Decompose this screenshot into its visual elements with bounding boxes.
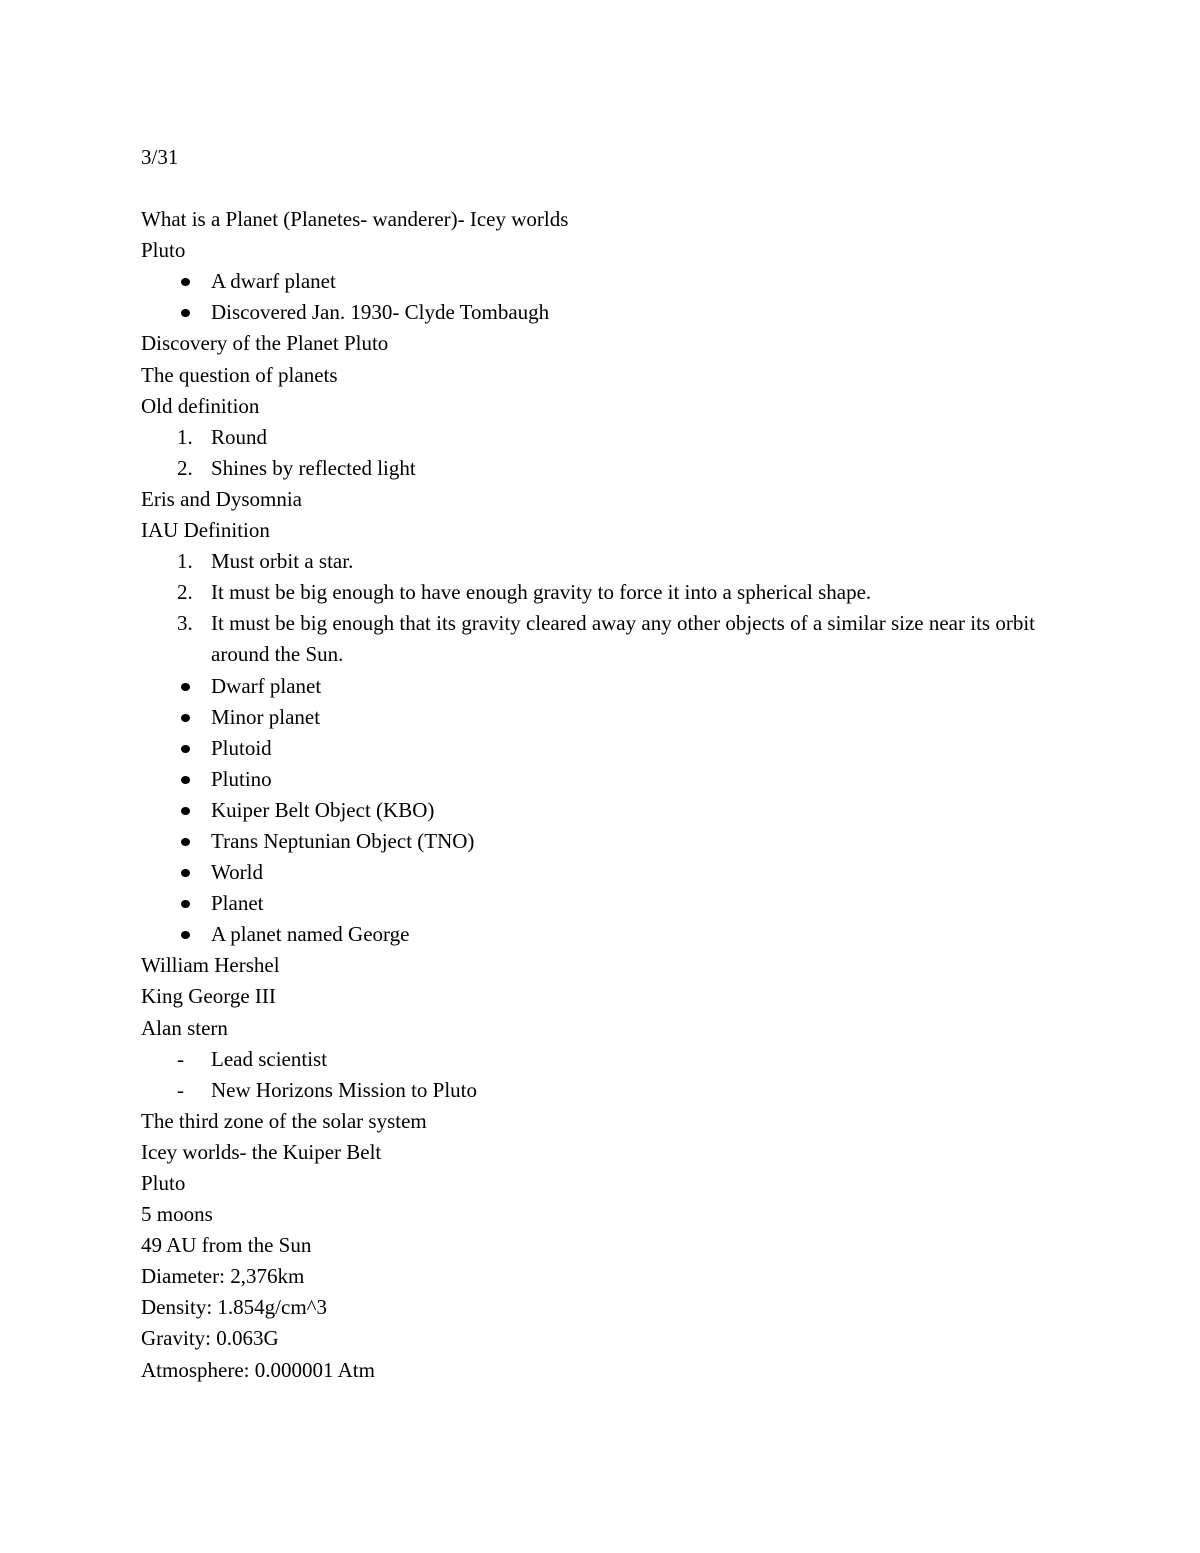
fact-line: Density: 1.854g/cm^3 <box>141 1295 328 1320</box>
old-definition-heading: Old definition <box>141 393 260 418</box>
list-item-text: Lead scientist <box>211 1046 328 1071</box>
icey-kuiper-line: Icey worlds- the Kuiper Belt <box>141 1139 382 1164</box>
list-item <box>141 453 1071 484</box>
list-item-text: New Horizons Mission to Pluto <box>211 1077 478 1102</box>
dash-icon: - <box>177 1046 184 1071</box>
list-item-text: Shines by reflected light <box>211 455 416 480</box>
king-line: King George III <box>141 984 276 1009</box>
list-number: 3. <box>177 611 193 636</box>
list-item <box>141 546 1071 577</box>
terms-bullet-list <box>141 671 1071 951</box>
list-item-text: Plutino <box>211 766 272 791</box>
fact-line: Gravity: 0.063G <box>141 1326 279 1351</box>
list-number: 2. <box>177 455 193 480</box>
list-number: 2. <box>177 580 193 605</box>
pluto-heading: Pluto <box>141 238 186 263</box>
list-item-text: Kuiper Belt Object (KBO) <box>211 797 435 822</box>
list-item-text: It must be big enough that its gravity cleared away any other objects of a similar size near its orbit around the Sun. <box>211 611 1036 667</box>
document-body <box>141 142 1071 1386</box>
list-item <box>141 266 1071 297</box>
date-line: 3/31 <box>141 145 179 169</box>
list-item <box>141 671 1071 702</box>
list-item-text: A planet named George <box>211 922 410 947</box>
third-zone-line: The third zone of the solar system <box>141 1108 427 1133</box>
alan-stern-heading: Alan stern <box>141 1015 228 1040</box>
list-item <box>141 919 1071 950</box>
list-item-text: Must orbit a star. <box>211 549 354 574</box>
list-item-text: Plutoid <box>211 735 272 760</box>
dash-icon: - <box>177 1077 184 1102</box>
list-item-text: Trans Neptunian Object (TNO) <box>211 828 475 853</box>
list-item <box>141 577 1071 608</box>
list-item-text: Planet <box>211 891 264 916</box>
list-item <box>141 608 1071 670</box>
list-item <box>141 888 1071 919</box>
list-item <box>141 795 1071 826</box>
list-item <box>141 764 1071 795</box>
question-line: The question of planets <box>141 362 338 387</box>
list-item <box>141 1044 1071 1075</box>
list-item <box>141 702 1071 733</box>
discovery-line: Discovery of the Planet Pluto <box>141 331 389 356</box>
list-item <box>141 733 1071 764</box>
list-item-text: World <box>211 860 263 885</box>
list-item-text: Discovered Jan. 1930- Clyde Tombaugh <box>211 300 550 325</box>
list-item-text: Dwarf planet <box>211 673 322 698</box>
list-item-text: Round <box>211 424 268 449</box>
list-item-text: A dwarf planet <box>211 269 336 294</box>
list-item <box>141 857 1071 888</box>
fact-line: 5 moons <box>141 1202 213 1227</box>
fact-line: Atmosphere: 0.000001 Atm <box>141 1357 375 1382</box>
list-item-text: Minor planet <box>211 704 321 729</box>
fact-line: 49 AU from the Sun <box>141 1233 312 1258</box>
pluto-bullet-list <box>141 266 1071 328</box>
list-number: 1. <box>177 424 193 449</box>
alan-stern-list <box>141 1044 1071 1106</box>
old-definition-list <box>141 422 1071 484</box>
iau-definition-heading: IAU Definition <box>141 518 270 543</box>
list-item <box>141 826 1071 857</box>
list-item-text: It must be big enough to have enough gravity to force it into a spherical shape. <box>211 580 872 605</box>
eris-line: Eris and Dysomnia <box>141 486 302 511</box>
iau-definition-list <box>141 546 1071 670</box>
list-item <box>141 297 1071 328</box>
list-number: 1. <box>177 549 193 574</box>
pluto-facts-heading: Pluto <box>141 1171 186 1195</box>
list-item <box>141 422 1071 453</box>
list-item <box>141 1075 1071 1106</box>
fact-line: Diameter: 2,376km <box>141 1264 305 1289</box>
herschel-line: William Hershel <box>141 953 280 978</box>
intro-line: What is a Planet (Planetes- wanderer)- Icey worlds <box>141 207 569 232</box>
